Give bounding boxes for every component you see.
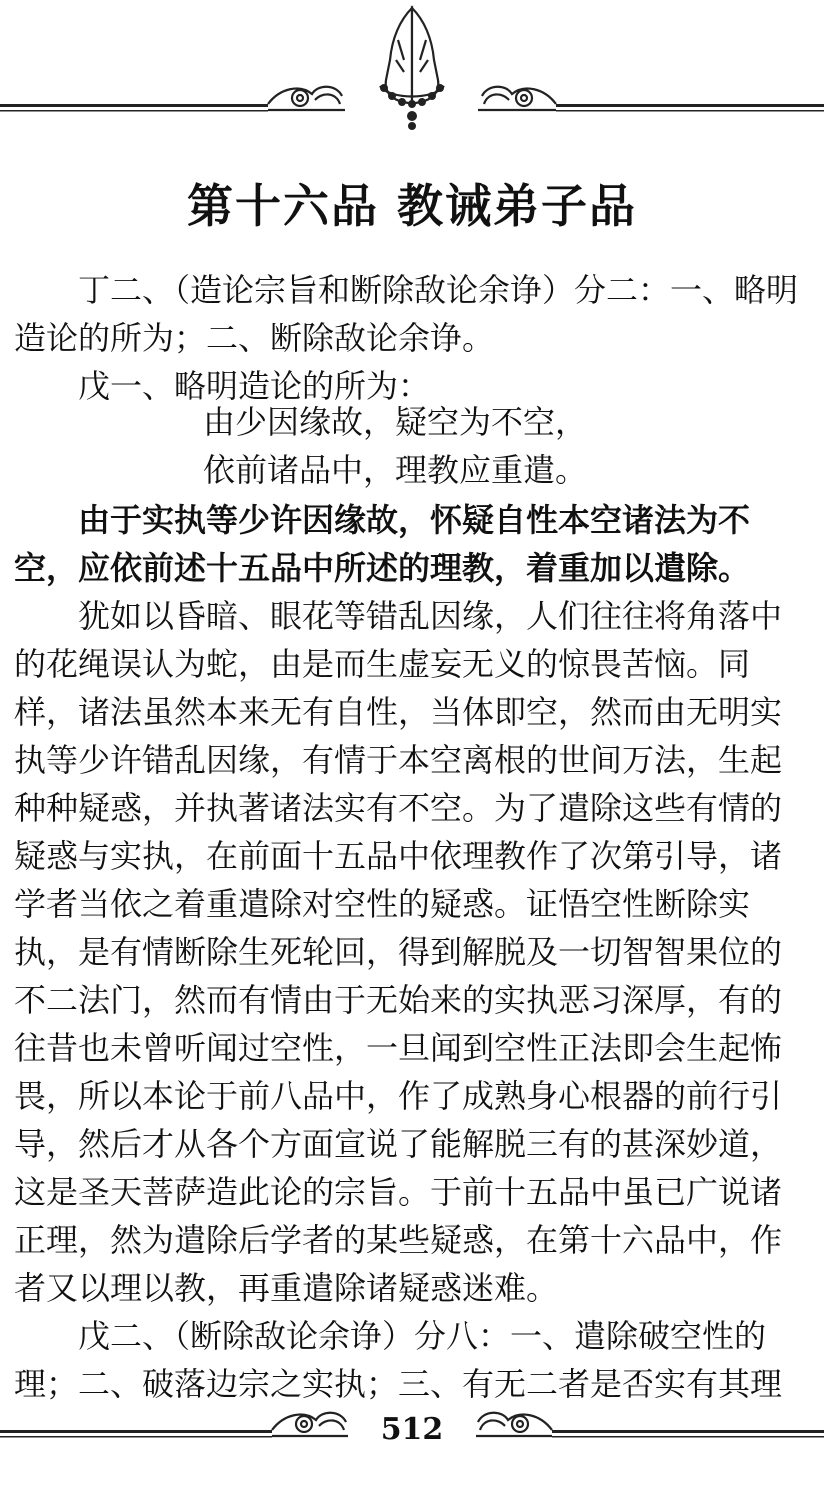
verse-explanation	[14, 496, 810, 592]
page-number: 512	[380, 1412, 444, 1447]
verse-explanation-text: 由于实执等少许因缘故，怀疑自性本空诸法为不空，应依前述十五品中所述的理教，着重加以遣除。	[14, 501, 751, 587]
section-heading-wu2	[14, 1312, 810, 1408]
verse-line-1: 由少因缘故，疑空为不空，	[203, 403, 588, 441]
praying-hands-emblem-icon	[0, 0, 824, 140]
section-heading-ding2-text: 丁二、（造论宗旨和断除敌论余诤）分二：一、略明造论的所为；二、断除敌论余诤。	[14, 271, 799, 357]
commentary	[14, 592, 810, 1312]
section-heading-wu2-text: 戊二、（断除敌论余诤）分八：一、遣除破空性的理；二、破落边宗之实执；三、有无二者是否实有其理	[14, 1317, 783, 1403]
section-heading-wu1-text: 戊一、略明造论的所为：	[78, 367, 431, 405]
commentary-text: 犹如以昏暗、眼花等错乱因缘，人们往往将角落中的花绳误认为蛇，由是而生虚妄无义的惊畏苦恼。同样，诸法虽然本来无有自性，当体即空，然而由无明实执等少许错乱因缘，有情于本空离根的世间万法，生起种种疑惑，并执著诸法实有不空。为了遣除这些有情的疑惑与实执，在前面十五品中依理教作了次第引导，诸学者当依之着重遣除对空性的疑惑。证悟空性断除实执，是有情断除生死轮回，得到解脱及一切智智果位的不二法门，然而有情由于无始来的实执恶习深厚，有的往昔也未曾听闻过空性，一旦闻到空性正法即会生起怖畏，所以本论于前八品中，作了成熟身心根器的前行引导，然后才从各个方面宣说了能解脱三有的甚深妙道，这是圣天菩萨造此论的宗旨。于前十五品中虽已广说诸正理，然为遣除后学者的某些疑惑，在第十六品中，作者又以理以教，再重遣除诸疑惑迷难。	[14, 597, 783, 1307]
cloud-left-icon	[268, 87, 345, 110]
chapter-title: 第十六品 教诫弟子品	[186, 179, 637, 233]
cloud-right-icon	[478, 87, 556, 110]
section-heading-ding2	[14, 266, 810, 362]
header-ornament	[0, 0, 824, 140]
verse-line-2: 依前诸品中，理教应重遣。	[203, 451, 588, 489]
